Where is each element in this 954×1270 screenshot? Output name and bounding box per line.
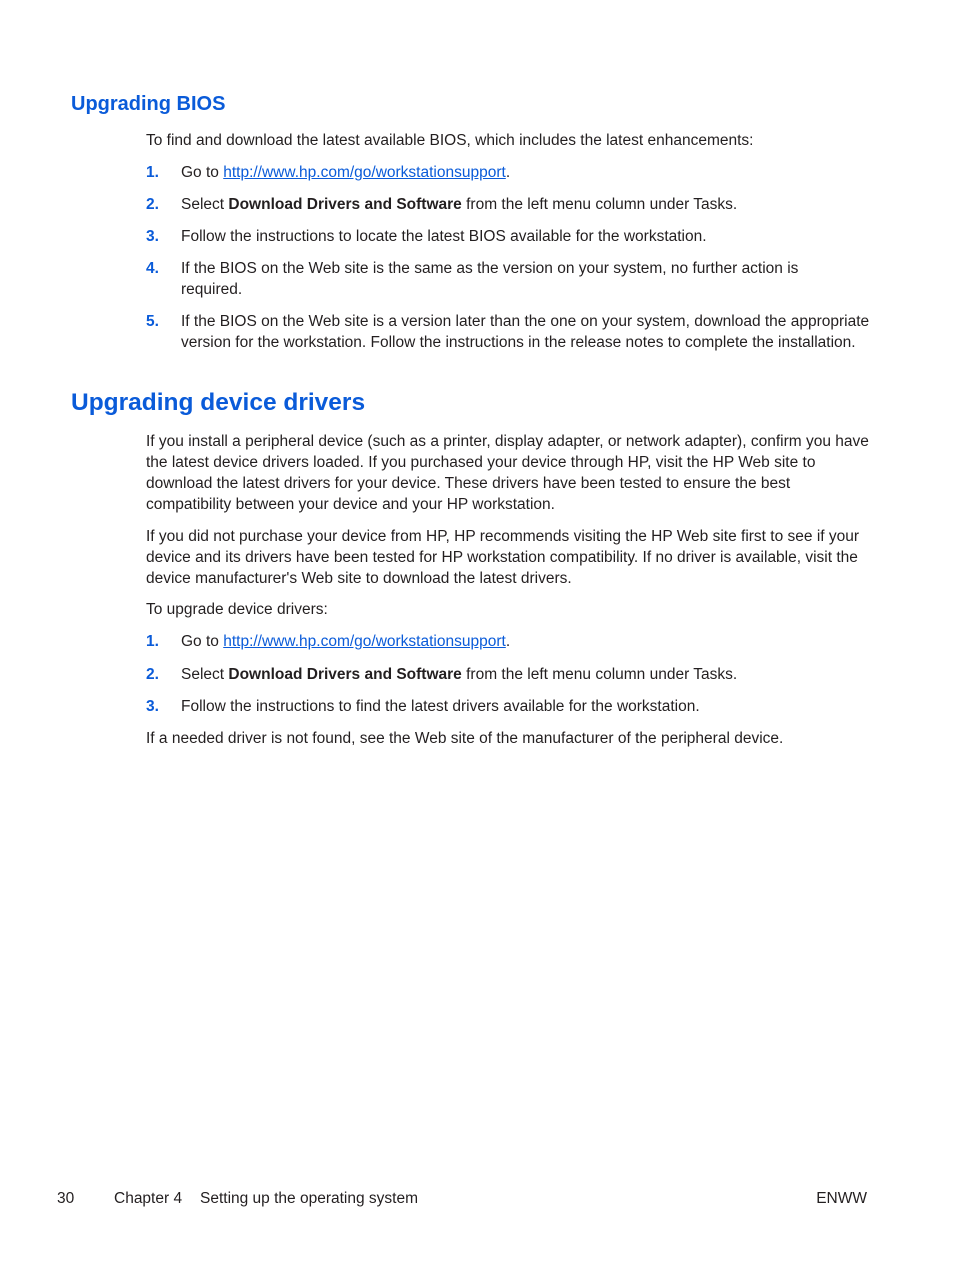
paragraph-text: If a needed driver is not found, see the Web site of the manufacturer of the peripheral device.	[146, 730, 784, 747]
step-text: Go to http://www.hp.com/go/workstationsupport.	[181, 633, 511, 650]
step-number: 2.	[146, 666, 159, 683]
drivers-step-3	[146, 696, 870, 717]
bios-step-4	[146, 258, 870, 300]
page-number: 30	[57, 1190, 75, 1207]
locale-code: ENWW	[816, 1190, 867, 1207]
step-text: If the BIOS on the Web site is a version later than the one on your system, download the appropriate version for the workstation. Follow the instructions in the release notes to complete the installation.	[181, 313, 870, 351]
bios-intro	[146, 130, 870, 151]
step-text: Follow the instructions to locate the latest BIOS available for the workstation.	[181, 228, 707, 245]
step-number: 5.	[146, 313, 159, 330]
step-number: 3.	[146, 228, 159, 245]
paragraph-text: If you did not purchase your device from HP, HP recommends visiting the HP Web site first to see if your device and its drivers have been tested for HP workstation compatibility. If no driver is available, visit the device manufacturer's Web site to download the latest drivers.	[146, 528, 860, 587]
hp-support-link[interactable]: http://www.hp.com/go/workstationsupport	[223, 633, 506, 650]
bold-term: Download Drivers and Software	[228, 666, 462, 683]
bios-step-1	[146, 162, 870, 183]
drivers-paragraph-1	[146, 431, 870, 515]
step-number: 3.	[146, 698, 159, 715]
chapter-label: Chapter 4	[114, 1190, 183, 1207]
step-number: 1.	[146, 164, 159, 181]
bios-step-2	[146, 194, 870, 215]
drivers-step-2	[146, 664, 870, 685]
drivers-paragraph-3	[146, 599, 870, 620]
step-number: 2.	[146, 196, 159, 213]
step-number: 4.	[146, 260, 159, 277]
hp-support-link[interactable]: http://www.hp.com/go/workstationsupport	[223, 164, 506, 181]
step-text: If the BIOS on the Web site is the same as the version on your system, no further action is required.	[181, 260, 799, 298]
page-footer	[0, 1188, 954, 1210]
bold-term: Download Drivers and Software	[228, 196, 462, 213]
step-text: Select Download Drivers and Software from the left menu column under Tasks.	[181, 666, 738, 683]
step-number: 1.	[146, 633, 159, 650]
bios-heading: Upgrading BIOS	[71, 93, 226, 115]
bios-intro-text: To find and download the latest available BIOS, which includes the latest enhancements:	[146, 132, 754, 149]
bios-step-3	[146, 226, 870, 247]
step-text: Follow the instructions to find the latest drivers available for the workstation.	[181, 698, 700, 715]
paragraph-text: To upgrade device drivers:	[146, 601, 328, 618]
step-text: Select Download Drivers and Software from the left menu column under Tasks.	[181, 196, 738, 213]
paragraph-text: If you install a peripheral device (such as a printer, display adapter, or network adapter), confirm you have the latest device drivers loaded. If you purchased your device through HP, visit the HP Web site to download the latest drivers for your device. These drivers have been tested to ensure the best compatibility between your device and your HP workstation.	[146, 433, 869, 513]
drivers-heading: Upgrading device drivers	[71, 389, 366, 416]
drivers-paragraph-2	[146, 526, 870, 589]
drivers-step-1	[146, 631, 870, 652]
step-text: Go to http://www.hp.com/go/workstationsupport.	[181, 164, 511, 181]
drivers-closing	[146, 728, 870, 749]
chapter-title: Setting up the operating system	[200, 1190, 418, 1207]
bios-step-5	[146, 311, 870, 353]
